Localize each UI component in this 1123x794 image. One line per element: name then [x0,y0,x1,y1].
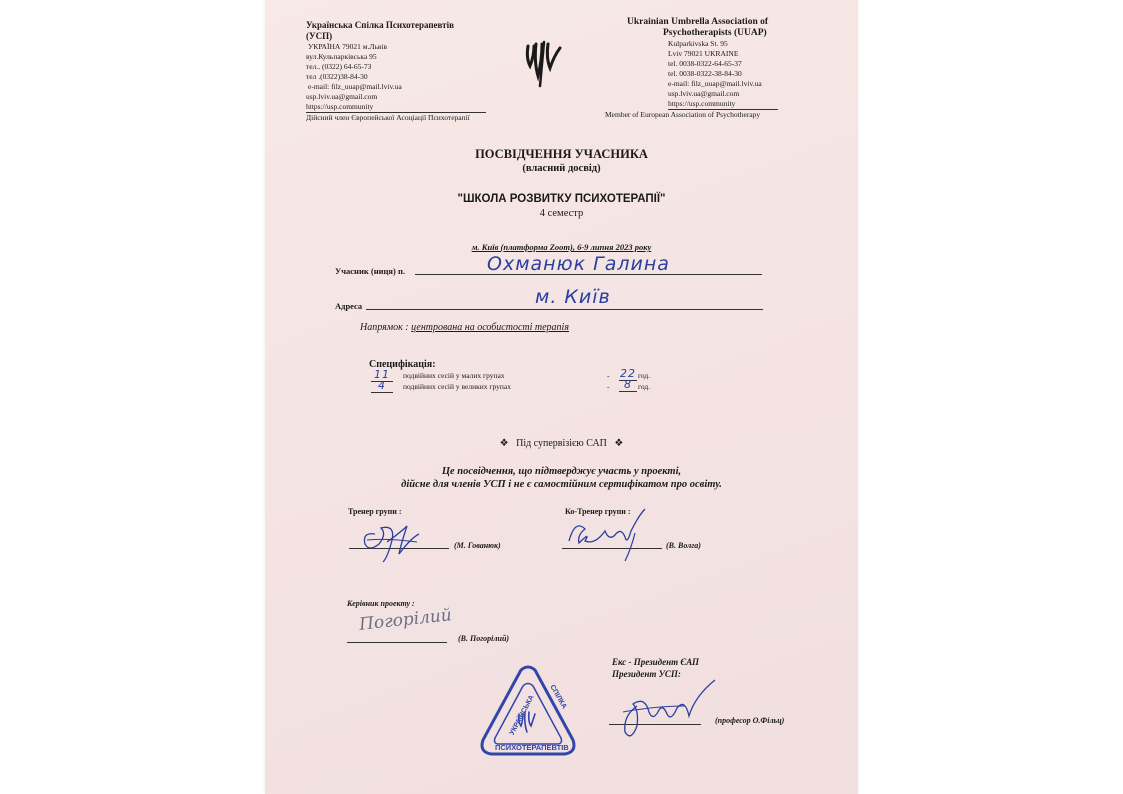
site-line-1: usp.lviv.ua@gmail.com [306,92,378,101]
spec-count-1: 11 [371,368,393,382]
tel-en-1: tel. 0038-0322-64-65-37 [668,59,742,68]
email-en: e-mail: filz_uuap@mail.lviv.ua [668,79,762,88]
cotrainer-label: Ко-Тренер групи : [565,507,631,516]
address-line [366,309,763,310]
program-name: "ШКОЛА РОЗВИТКУ ПСИХОТЕРАПІЇ" [457,193,666,205]
org-abbr-ua: (УСП) [306,31,333,41]
org-name-en-1: Ukrainian Umbrella Association of [627,17,769,27]
tel-line-1: тел.. (0322) 64-65-73 [306,62,372,71]
site-line-2: https://usp.community [306,102,486,113]
spec-hours-2: 8 [619,378,637,392]
address-line-1: УКРАЇНА 79021 м.Львів [308,42,388,51]
spec-text-2: подвійних сесій у великих групах [403,382,511,391]
logo-icon [520,36,570,91]
svg-text:УКРАЇНСЬКА: УКРАЇНСЬКА [508,694,536,737]
head-signature: Погорілий [358,605,453,635]
address-en-2: Lviv 79021 UKRAINE [668,49,739,58]
spec-hours-1: 22 [620,367,636,380]
spec-text-1: подвійних сесій у малих групах [403,371,505,380]
participant-name: Охманюк Галина [487,253,670,275]
certificate-subtitle: (власний досвід) [522,163,601,174]
head-name: (В. Погорілий) [458,634,510,643]
member-line-ua: Дійсний член Європейської Асоціації Психотерапії [306,113,470,122]
semester: 4 семестр [539,208,584,219]
spec-unit-2: год. [638,382,651,391]
notice-line-2: дійсне для членів УСП і не є самостійним сертифікатом про освіту. [401,479,722,490]
notice-line-1: Це посвідчення, що підтверджує участь у проекті, [441,466,682,477]
location-date: м. Київ (платформа Zoom), 6-9 липня 2023 року [471,242,652,252]
diamond-icon: ❖ [499,438,509,449]
spec-count-2: 4 [371,379,393,393]
spec-row-2 [369,378,669,395]
head-label: Керівник проекту : [347,599,415,608]
org-name-en-2: Psychotherapists (UUAP) [663,28,767,38]
spec-dash-1: - [607,371,610,380]
stamp-icon [473,662,583,767]
direction [360,322,569,333]
svg-text:СПІЛКА: СПІЛКА [548,683,568,711]
svg-text:ПСИХОТЕРАПЕВТІВ: ПСИХОТЕРАПЕВТІВ [495,743,569,752]
address-line-2: вул.Кульпарківська 95 [306,52,377,61]
spec-title: Специфікація: [369,359,436,370]
cotrainer-signature-icon [565,505,665,570]
certificate-page [265,0,858,794]
tel-line-2: тел .(0322)38-84-30 [306,72,368,81]
trainer-name: (М. Гованюк) [454,541,501,550]
certificate-title: ПОСВІДЧЕННЯ УЧАСНИКА [475,147,648,161]
tel-en-2: tel. 0038-0322-38-84-30 [668,69,742,78]
spec-unit-1: год. [638,371,651,380]
address-value: м. Київ [535,286,611,308]
direction-value: центрована на особистості терапія [411,322,569,333]
trainer-label: Тренер групи : [348,507,402,516]
supervision-text: Під супервізією САП [516,438,607,449]
member-line-en: Member of European Association of Psychotherapy [605,110,761,119]
org-name-ua: Українська Спілка Психотерапевтів [306,20,454,30]
president-label-1: Екс - Президент ЄАП [612,657,700,667]
cotrainer-name: (В. Волга) [666,541,701,550]
president-label-2: Президент УСП: [612,669,681,679]
site-en-1: usp.lviv.ua@gmail.com [668,89,740,98]
president-name: (професор О.Фільц) [715,716,785,725]
header-left [306,20,506,123]
head-line [347,642,447,643]
email-line: e-mail: filz_uuap@mail.lviv.ua [308,82,402,91]
supervision [265,438,858,449]
participant-label: Учасник (ниця) п. [335,266,405,276]
address-en-1: Kulparkivska St. 95 [668,39,728,48]
president-signature-icon [615,676,725,751]
direction-label: Напрямок : [360,322,409,333]
trainer-signature-icon [357,514,437,569]
header-right [605,17,845,120]
spec-dash-2: - [607,382,610,391]
site-en-2: https://usp.community [668,99,778,110]
address-label: Адреса [335,301,363,311]
diamond-icon: ❖ [614,438,624,449]
